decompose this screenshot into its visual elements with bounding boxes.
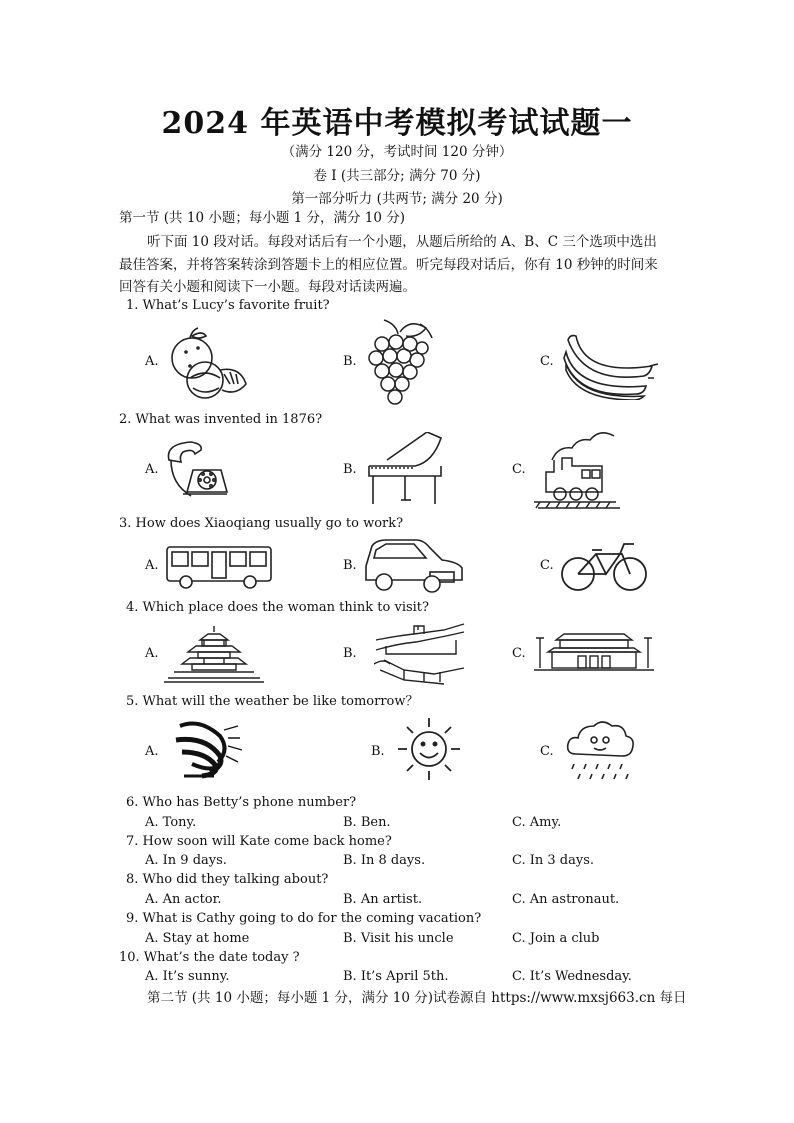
instruction-line: 最佳答案，并将答案转涂到答题卡上的相应位置。听完每段对话后，你有 10 秒钟的时间来 [119,257,658,273]
instruction-line: 回答有关小题和阅读下一小题。每段对话读两遍。 [119,279,416,295]
option-b: B. Ben. [343,815,391,830]
option-label: A. [145,558,159,573]
option-b: B. An artist. [343,892,423,907]
option-b: B. In 8 days. [343,853,426,868]
bus-icon[interactable] [164,544,274,590]
option-c: C. Amy. [512,815,562,830]
question-9: 9. What is Cathy going to do for the coming vacation? [126,911,482,926]
tiananmen-icon[interactable] [534,624,654,674]
option-label: C. [512,646,526,661]
option-label: A. [145,646,159,661]
option-c: C. An astronaut. [512,892,620,907]
option-label: C. [512,462,526,477]
question-10: 10. What’s the date today ? [119,950,300,965]
option-a: A. Stay at home [145,931,250,946]
question-2: 2. What was invented in 1876? [119,412,323,427]
option-label: B. [343,646,357,661]
temple-of-heaven-icon[interactable] [164,624,264,684]
option-label: A. [145,744,159,759]
grapes-icon[interactable] [360,316,440,408]
option-b: B. Visit his uncle [343,931,454,946]
question-1: 1. What’s Lucy’s favorite fruit? [126,298,330,313]
car-icon[interactable] [362,536,468,594]
bananas-icon[interactable] [560,330,660,400]
question-4: 4. Which place does the woman think to visit? [126,600,429,615]
option-c: C. Join a club [512,931,600,946]
option-label: B. [343,354,357,369]
option-a: A. In 9 days. [145,853,227,868]
train-icon[interactable] [530,430,620,514]
instruction-line: 听下面 10 段对话。每段对话后有一个小题，从题后所给的 A、B、C 三个选项中选出 [147,234,657,250]
option-label: B. [343,558,357,573]
option-b: B. It’s April 5th. [343,969,449,984]
exam-title: 2024 年英语中考模拟考试试题一 [161,106,633,141]
question-8: 8. Who did they talking about? [126,872,329,887]
windy-icon[interactable] [172,716,244,782]
telephone-icon[interactable] [163,436,229,500]
option-c: C. In 3 days. [512,853,595,868]
question-7: 7. How soon will Kate come back home? [126,834,392,849]
option-label: C. [540,558,554,573]
option-label: A. [145,462,159,477]
part-one-heading: 第一部分听力 (共两节; 满分 20 分) [291,191,503,207]
exam-score-time: （满分 120 分，考试时间 120 分钟） [281,144,513,160]
option-label: C. [540,354,554,369]
section-one-heading: 第一节 (共 10 小题；每小题 1 分，满分 10 分) [119,210,406,226]
section-two-heading: 第二节 (共 10 小题；每小题 1 分，满分 10 分)试卷源自 https://www.mxsj663.cn 每日 [147,990,687,1006]
question-3: 3. How does Xiaoqiang usually go to work? [119,516,404,531]
sun-icon[interactable] [394,716,464,782]
option-a: A. Tony. [145,815,197,830]
option-c: C. It’s Wednesday. [512,969,632,984]
option-label: B. [371,744,385,759]
question-6: 6. Who has Betty’s phone number? [126,795,357,810]
bicycle-icon[interactable] [558,540,650,594]
oranges-icon[interactable] [160,322,250,402]
volume-info: 卷 I (共三部分; 满分 70 分) [313,168,481,184]
piano-icon[interactable] [365,432,445,508]
option-a: A. An actor. [145,892,222,907]
question-5: 5. What will the weather be like tomorrow？ [126,694,419,709]
option-label: A. [145,354,159,369]
option-label: B. [343,462,357,477]
option-a: A. It’s sunny. [145,969,230,984]
great-wall-icon[interactable] [374,620,466,686]
rain-cloud-icon[interactable] [564,718,636,784]
option-label: C. [540,744,554,759]
